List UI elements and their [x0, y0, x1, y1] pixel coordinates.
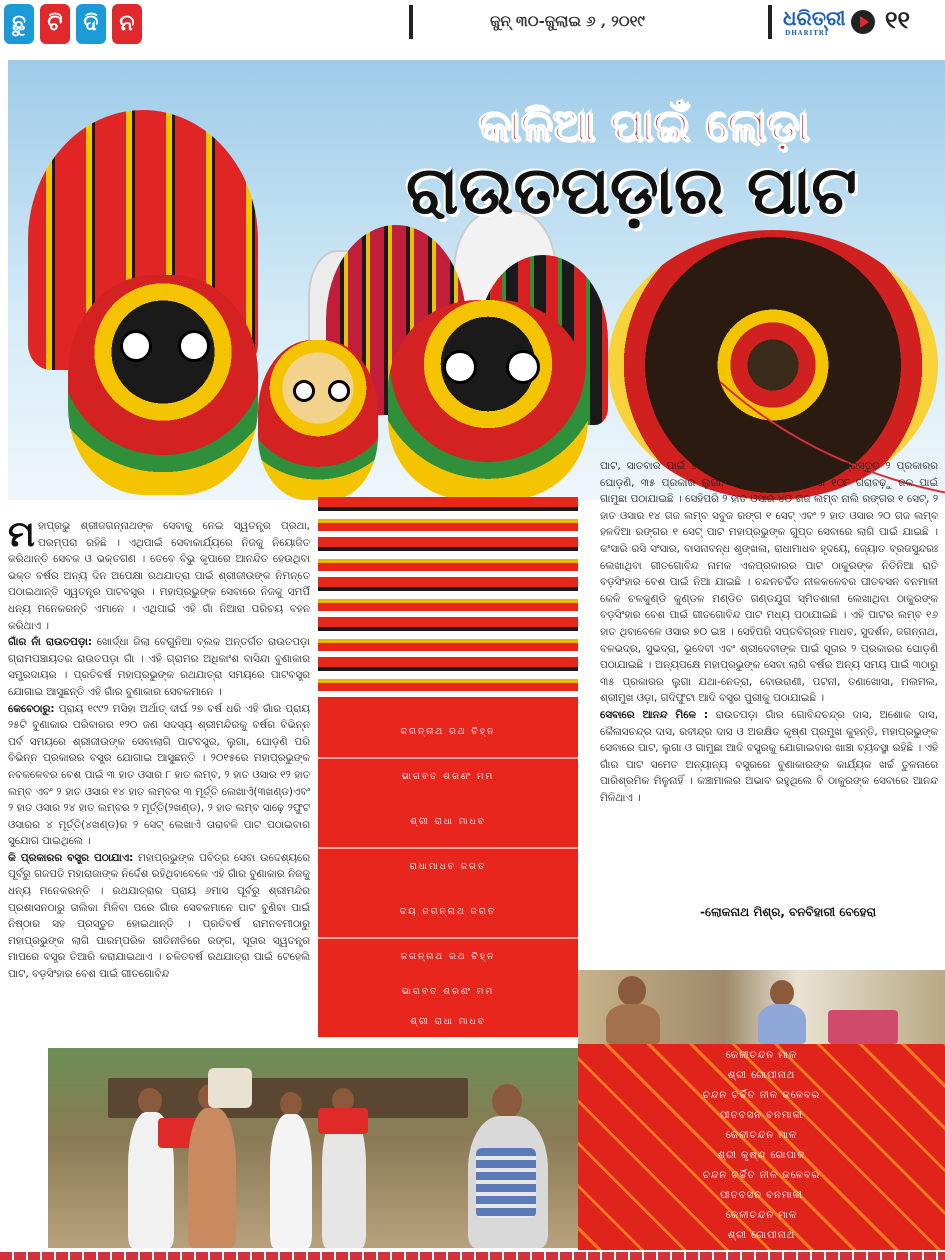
villager-body	[188, 1108, 236, 1248]
paragraph-village: ଖୋର୍ଦ୍ଧା ଜିଲା ବେଗୁନିଆ ବ୍ଲକ ଅନ୍ତର୍ଗତ ରାଉତପଡ଼ା ଗ୍ରାମପଞ୍ଚାୟତର ରାଉତପଡ଼ା ଗାଁ । ଏହି ଗ୍ରାମର ଅଧିକାଂଶ ବାସିନ୍ଦା ବୁଣାକାର ସମ୍ପ୍ରଦାୟର । ପ୍ରତିବର୍ଷ ମହାପ୍ରଭୁଙ୍କ ରଥଯାତ୍ରା ସମୟରେ ପାଟବସ୍ତ୍ର ଯୋଗାଇ ଆସୁଛନ୍ତି ଏହି ଗାଁର ବୁଣାକାର ସେବକମାନେ ।	[8, 636, 310, 698]
fabric-border	[318, 757, 578, 759]
cloth-inscription: ଚନ୍ଦନ ଚର୍ଚ୍ଚିତ ନୀଳ କଳେବର	[702, 1090, 821, 1101]
cloth-inscription: ପୀତବସନ ବନମାଳୀ	[719, 1110, 804, 1121]
subheading-cloth-types: କି ପ୍ରକାରର ବସ୍ତ୍ର ପଠାଯାଏ:	[8, 851, 134, 864]
deity-eye	[178, 330, 210, 362]
fabric-border	[318, 937, 578, 939]
article-left-column	[8, 518, 310, 1053]
subheading-since: କେବେଠାରୁ:	[8, 702, 55, 715]
fabric-border	[318, 847, 578, 849]
cloth-inscription: ପୀତବସନ ବନମାଳୀ	[719, 1190, 804, 1201]
deity-eye	[328, 380, 350, 402]
header-divider	[409, 5, 413, 39]
hero-image	[8, 60, 945, 500]
villager-head	[492, 1084, 522, 1118]
fabric-inscription: ଜୟ ଜଗନ୍ନାଥ ଜଗତ	[399, 907, 497, 917]
cloth-inscription: କେଳୀଚନ୍ଦନ ମାଳ	[725, 1210, 798, 1221]
deity-eye	[293, 380, 315, 402]
page-header	[0, 0, 945, 48]
fabric-inscription: ଜଗନ୍ନାଥ ରଥ ଚିହ୍ନ	[400, 952, 496, 962]
subheading-joy-in-service: ସେବାରେ ଆନନ୍ଦ ମିଳେ :	[600, 708, 708, 721]
logo-text: ଧରିତ୍ରୀ	[783, 6, 846, 30]
villager-head	[280, 1092, 302, 1116]
play-icon	[851, 10, 875, 34]
fabric-inscription: ଭାଗବତ ଶରଣଂ ମମ	[401, 987, 495, 997]
paragraph-since: ପ୍ରାୟ ୧୯୯୨ ମସିହା ଅର୍ଥାତ୍ ଦୀର୍ଘ ୨୭ ବର୍ଷ ଧରି ଏହି ଗାଁର ପ୍ରାୟ ୨୫ଟି ବୁଣାକାର ପରିବାରର ୧୨୦ ଜଣ ସଦସ୍ୟ ଶ୍ରୀମନ୍ଦିରକୁ ବର୍ଷର ବିଭିନ୍ନ ପର୍ବ ସମୟରେ ଶ୍ରୀଜୀଉଙ୍କ ସେବାଲାଗି ପାଟବସ୍ତ୍ର, ଲୁଗା, ଘୋଡ଼ଣି ପରି ବିଭିନ୍ନ ପ୍ରକାରର ବସ୍ତ୍ର ଯୋଗାଇ ଆସୁଛନ୍ତି । ୨୦୧୫ରେ ମହାପ୍ରଭୁଙ୍କ ନବକଳେବର ବେଶ ପାଇଁ ୩ ହାତ ଓସାର ୮ ହାତ ଲମ୍ବ, ୨ ହାତ ଓସାର ୧୨ ହାତ ଲମ୍ବ ଏବଂ ୨ ହାତ ଓସାର ୧୪ ହାତ ଲମ୍ବର ୩ ମୂର୍ତ୍ତି ଲେଖାଏଁ(୩ଖଣ୍ଡ)ଏବଂ ୨ ହାତ ଓସାର ୨୪ ହାତ ଲମ୍ବର ୨ ମୂର୍ତ୍ତି(୨ଖଣ୍ଡ), ୨ ହାତ ଲମ୍ବ ସାଢ଼େ ୨ଫୁଟ ଓସାରର ୪ ମୂର୍ତ୍ତି(୪ଖଣ୍ଡ)ର ୨ ସେଟ୍ ଲେଖାଏଁ ତାରାବଳି ପାଟ ପଠାଇବାର ସୁଯୋଗ ପାଇଥିଲେ ।	[8, 702, 310, 848]
section-tile-2: ଟି	[40, 4, 70, 44]
section-tile-4: ନ	[112, 4, 142, 44]
weaver-head	[770, 980, 794, 1006]
fabric-inscription: ଶ୍ରୀ ରାଧା ମାଧବ	[410, 1017, 486, 1027]
villagers-photo	[48, 1048, 578, 1248]
weavers-photo	[578, 970, 945, 1044]
logo-subtext: DHARITRI	[785, 30, 829, 37]
cloth-inscription: କେଳୀଚନ୍ଦନ ମାଳ	[725, 1130, 798, 1141]
drop-cap: ମ	[8, 518, 35, 555]
subheading-village: ଗାଁର ନାଁ ରାଉତପଡ଼ା:	[8, 636, 93, 649]
section-tile-1: ଛୁ	[4, 4, 34, 44]
issue-date: ଜୁନ୍ ୩୦-ଜୁଲାଇ ୬ , ୨୦୧୯	[490, 12, 645, 30]
paragraph-fabrics-sent: ପାଟ, ସାତବାର ପାଇଁ ୭ ରଙ୍ଗର ଖଣ୍ଡୁଆ ପାଟ, ସୂତାରେ ପ୍ରସ୍ତୁତ ୨ ପ୍ରକାରର ଘୋଡ଼ଣି, ୩୫ ପ୍ରକାର ଲୁଗା, ଦେବସ୍ନାନ ପୂର୍ଣ୍ଣମୀରେ ୧୦୮ ଗରାବଢ଼ୁ ଜଳ ପାଇଁ ଗାମୁଛା ପଠାଯାଇଛି । ସେହିପରି ୨ ହାତ ଓସାର ୪୦ ଗଜ ଲମ୍ବ ନାଲି ରଙ୍ଗର ୧ ସେଟ୍, ୨ ହାତ ଓସାର ୧୪ ଗଜ ଲମ୍ବ ସବୁଜ ରଙ୍ଗ ୧ ସେଟ୍ ଏବଂ ୨ ହାତ ଓସାର ୨୦ ଗଜ ଲମ୍ବ ହଳଦିଆ ରଙ୍ଗର ୧ ସେଟ୍ ପାଟ ମହାପ୍ରଭୁଙ୍କ ଗୁପ୍ତ ସେବାରେ ଲାଗି ପାଇଁ ଯାଇଛି । କଂସାରି ରସି ସଂସାର, ବାସନାବନ୍ଧ ଶୃଙ୍ଖଳା, ରାଧାମାଧବ ହୃଦୟେ, ଜ୍ୟୋତ ବ୍ରଜସୁନ୍ଦରଃ ଲେଖାଥିବା ଗୀତଗୋବିନ୍ଦ ନାମକ ଏକପ୍ରକାରର ପାଟ ଠାକୁରଙ୍କ ନିତିନିଆ ରାତି ବଡ଼ସିଂହାର ବେଶ ପାଇଁ ନିଆ ଯାଇଛି । ଚନ୍ଦନଚର୍ଚ୍ଚିତ ନୀଳକଳେବର ପୀତବସନ ବନମାଳୀ କେଳି ଚଳକୁଣ୍ଡି କୁଣ୍ଡଳ ମଣ୍ଡିତ ଗଣ୍ଡଯୁଗ ସ୍ମିତଶାଳୀ ଲେଖାଥିବା ଠାକୁରଙ୍କ ବଡ଼ସିଂହାର ବେଶ ପାଇଁ ଗୀତଗୋବିନ୍ଦ ପାଟ ମଧ୍ୟ ପଠାଯାଇଛି । ଏହି ପାଟର ଲମ୍ବ ୧୬ ହାତ ଥିବାବେଳେ ଓସାର ୭୦ ଇଞ୍ଚ । ସେହିପରି ସପ୍ତବିଗ୍ରହ ମାଧବ, ସୁଦର୍ଶନ, ଜଗନ୍ନାଥ, ବଳଭଦ୍ର, ସୁଭଦ୍ରା, ଭୂଦେବୀ ଏବଂ ଶ୍ରୀଦେବୀଙ୍କ ପାଇଁ ସୂତାର ୨ ପ୍ରକାରର ଘୋଡ଼ଣି ପଠାଯାଇଛି । ଅନ୍ୟପକ୍ଷେ ମହାପ୍ରଭୁଙ୍କ ସେବା ଲାଗି ବର୍ଷର ଅନ୍ୟ ସମୟ ପାଇଁ ୩ଠାରୁ ୩୫ ପ୍ରକାରର ଲୁଗା ଯଥା-ନେତ୍ରା, ବୋଉରାଣୀ, ପଟନୀ, ତଣାଖୋସା, ମଲମଲ, ଶ୍ରୀମୁଖ ଓଡ଼ା, ଗଦିଫୁଟା ଆଦି ବସ୍ତ୍ର ପୁରୀକୁ ପଠାଯାଇଛି ।	[600, 460, 938, 705]
deity-eye	[506, 350, 540, 384]
cloth-inscription: କେଳୀଚନ୍ଦନ ମାଳ	[725, 1050, 798, 1061]
cloth-inscription: ଶ୍ରୀ ଗୋପୀନାଥ	[727, 1230, 796, 1241]
cloth-stack	[828, 1010, 898, 1044]
paragraph-joy-in-service: ରାଉତପଡ଼ା ଗାଁର ଗୋବିନ୍ଦଚନ୍ଦ୍ର ଦାସ, ଅଶୋକ ଦାସ, କୈଳାସଚନ୍ଦ୍ର ଦାସ, ରବୀନ୍ଦ୍ର ଦାସ ଓ ଅରକ୍ଷିତ କୃଷ୍ଣ ପ୍ରମୁଖ କୁହନ୍ତି, ମହାପ୍ରଭୁଙ୍କ ସେବାରେ ପାଟ, ଲୁଗା ଓ ଗାମୁଛା ଆଦି ବସ୍ତ୍ରକୁ ଯୋଗାଇବାର ଖାଞ୍ଚା ବ୍ୟବସ୍ଥା ରହିଛି । ଏହି ଗାଁର ପାଟ ସମେତ ଅନ୍ୟାନ୍ୟ ବସ୍ତ୍ରରେ ବୁଣାକାରଙ୍କ କାର୍ଯ୍ୟକ ଖର୍ଚ୍ଚ ତୁଳନାରେ ପାରିଶ୍ରମିକ ମିଳୁନାହିଁ । କଞ୍ଚାମାଲର ଅଭାବ ରହୁଥିଲେ ବି ଠାକୁରଙ୍କ ସେବାରେ ଆନନ୍ଦ ମିଳିଥାଏ ।	[600, 708, 938, 804]
newspaper-logo	[783, 6, 846, 40]
cloth-inscription: ଶ୍ରୀ ଗୋପୀନାଥ	[727, 1070, 796, 1081]
cloth-bundle	[318, 1108, 368, 1134]
page-number: ୧୧	[885, 6, 911, 34]
headline-line-1: କାଳିଆ ପାଇଁ ଲୋଡ଼ା	[478, 100, 809, 151]
section-tile-3: ଦି	[76, 4, 106, 44]
weaver-body	[606, 1004, 660, 1044]
article-right-column	[600, 458, 938, 903]
headline-line-2: ରାଉତପଡ଼ାର ପାଟ	[406, 152, 857, 229]
weaver-head	[618, 976, 646, 1006]
deity-subhadra	[258, 340, 378, 500]
cloth-bundle	[208, 1068, 252, 1108]
paragraph-intro: ହାପ୍ରଭୁ ଶ୍ରୀଜଗନ୍ନାଥଙ୍କ ସେବାକୁ ନେଇ ସ୍ୱତନ୍ତ୍ର ପ୍ରଥା, ପରମ୍ପରା ରହିଛି । ଏଥିପାଇଁ ସେବାକାର୍ଯ୍ୟରେ ନିଜକୁ ନିୟୋଜିତ କରିଥାନ୍ତି ସେବକ ଓ ଭକ୍ତଗଣ । ତେବେ ବିଭୁ କୃପାରେ ଆନନ୍ଦିତ ହେଉଥିବା ଭକ୍ତ ବର୍ଷର ଅନ୍ୟ ଦିନ ଅପେକ୍ଷା ରଥଯାତ୍ରା ପାଇଁ ଶ୍ରୀଜୀଉଙ୍କ ନିମନ୍ତେ ପଠାଇଥାନ୍ତି ସ୍ୱତନ୍ତ୍ର ପାଟବସ୍ତ୍ର । ମହାପ୍ରଭୁଙ୍କ ସେବାରେ ନିଜକୁ ସମର୍ପି ଧନ୍ୟ ମନେକରନ୍ତି ଏମାନେ । ଏଥିପାଇଁ ଏହି ଗାଁ ନିଆରା ପରିଚୟ ବହନ କରିଥାଏ ।	[8, 520, 310, 632]
fabric-stripes	[318, 497, 578, 707]
deity-eye	[443, 350, 477, 384]
fabric-inscription: ରାଧାମାଧବ ଜଗତ	[409, 862, 487, 872]
bottom-border	[0, 1252, 945, 1260]
byline: -ଲୋକନାଥ ମିଶ୍ର, ବନବିହାରୀ ବେହେରା	[700, 905, 877, 919]
fabric-inscription: ଜଗନ୍ନାଥ ରଥ ଚିହ୍ନ	[400, 727, 496, 737]
fabric-inscription: ଭାଗବତ ଶରଣଂ ମମ	[401, 772, 495, 782]
villager-head	[138, 1088, 162, 1114]
patta-fabric-image	[318, 497, 578, 1037]
cloth-stack	[476, 1148, 536, 1218]
weaver-body	[758, 1004, 806, 1044]
fabric-inscription: ଶ୍ରୀ ରାଧା ମାଧବ	[410, 817, 486, 827]
cloth-inscription: ଚନ୍ଦନ ଚର୍ଚ୍ଚିତ ନୀଳ କଳେବର	[702, 1170, 821, 1181]
paragraph-cloth-types: ମହାପ୍ରଭୁଙ୍କ ପବିତ୍ର ସେବା ଉଦ୍ଦେଶ୍ୟରେ ପୂର୍ବରୁ ଗଜପତି ମହାରାଜାଙ୍କ ନିର୍ଦ୍ଦେଶ ରହିଥିବାବେଳେ ଏହି ଗାଁର ବୁଣାକାର ନିଜକୁ ଧନ୍ୟ ମନେକରନ୍ତି । ରଥଯାତ୍ରାର ପ୍ରାୟ ୬ମାସ ପୂର୍ବରୁ ଶ୍ରୀମନ୍ଦିର ପ୍ରଶାସନଠାରୁ ତାଲିକା ମିଳିବା ପରେ ଗାଁର ସେବକମାନେ ପାଟ ବୁଣିବା ପାଇଁ ନିଷ୍ଠାର ସହ ପ୍ରସ୍ତୁତ ହୋଇଥାନ୍ତି । ପ୍ରତିବର୍ଷ ରାମନବମୀଠାରୁ ମହାପ୍ରଭୁଙ୍କ ଲାଗି ପାରମ୍ପରିକ ରୀତିନୀତିରେ ରଙ୍ଗ, ସୂତାର ସ୍ୱତନ୍ତ୍ର ମାପରେ ବସ୍ତ୍ର ତିଆରି କରାଯାଇଥାଏ । ଚଳିତବର୍ଷ ରଥଯାତ୍ରା ପାଇଁ ଟେହେଲି ପାଟ, ବଡ଼ସିଂହାର ବେଶ ପାଇଁ ଗୀତଗୋବିନ୍ଦ	[8, 851, 310, 981]
deity-eye	[120, 330, 152, 362]
header-divider-2	[768, 5, 772, 39]
inscribed-cloth-image	[578, 1044, 945, 1250]
cloth-inscription: ଶ୍ରୀ କୃଷ୍ଣ ଗୋପାଳ	[717, 1150, 806, 1161]
villager-body	[270, 1114, 312, 1248]
deity-jagannath	[388, 300, 588, 500]
deity-balabhadra	[68, 275, 258, 495]
